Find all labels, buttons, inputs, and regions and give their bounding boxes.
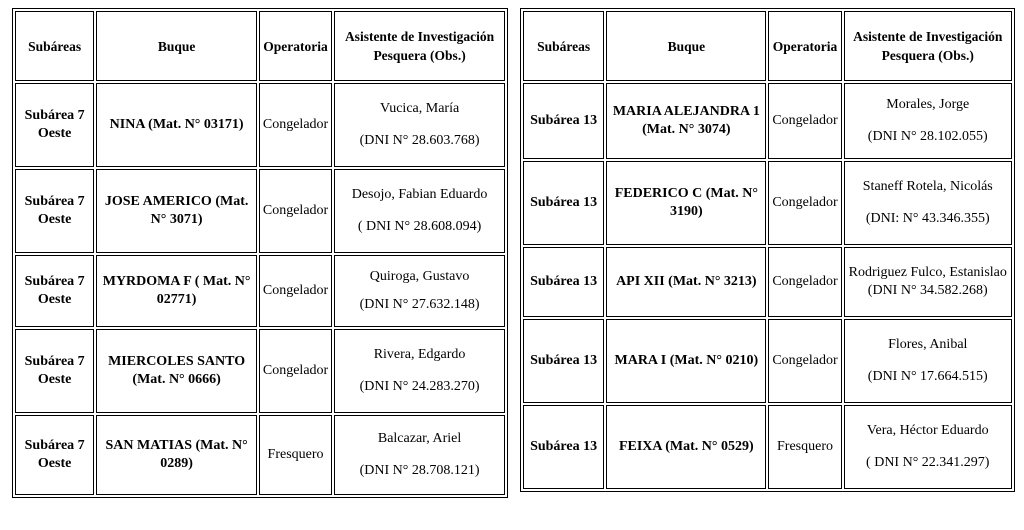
buque-cell: NINA (Mat. N° 03171) xyxy=(96,83,257,167)
table-row xyxy=(523,247,1012,317)
operatoria-cell: Congelador xyxy=(259,329,332,413)
operatoria-cell: Congelador xyxy=(259,255,332,327)
table-row xyxy=(523,161,1012,245)
asistente-name: Staneff Rotela, Nicolás xyxy=(862,179,993,194)
subarea-cell: Subárea 7 Oeste xyxy=(15,169,94,253)
asistente-cell xyxy=(334,415,505,495)
subarea-cell: Subárea 13 xyxy=(523,161,604,245)
buque-cell: API XII (Mat. N° 3213) xyxy=(606,247,766,317)
asistente-cell xyxy=(334,255,505,327)
subarea-cell: Subárea 7 Oeste xyxy=(15,255,94,327)
asistente-name: Desojo, Fabian Eduardo xyxy=(351,187,488,202)
asistente-name: Flores, Anibal xyxy=(888,337,968,352)
table-row xyxy=(15,255,505,327)
header-asistente: Asistente de Investigación Pesquera (Obs.) xyxy=(334,11,505,81)
operatoria-cell: Congelador xyxy=(768,83,841,159)
asistente-cell xyxy=(334,169,505,253)
asistente-name: Morales, Jorge xyxy=(886,97,970,112)
header-subareas: Subáreas xyxy=(15,11,94,81)
table-row xyxy=(523,405,1012,489)
asistente-name: Rodriguez Fulco, Estanislao xyxy=(848,265,1007,280)
subarea-cell: Subárea 13 xyxy=(523,83,604,159)
buque-cell: MIERCOLES SANTO (Mat. N° 0666) xyxy=(96,329,257,413)
buque-cell: FEIXA (Mat. N° 0529) xyxy=(606,405,766,489)
table-row xyxy=(523,83,1012,159)
table-row xyxy=(523,319,1012,403)
operatoria-cell: Congelador xyxy=(259,169,332,253)
table-row xyxy=(15,169,505,253)
asistente-dni: (DNI N° 27.632.148) xyxy=(359,297,480,312)
header-row xyxy=(523,11,1012,81)
asistente-dni: (DNI N° 28.708.121) xyxy=(359,463,480,478)
asistente-cell xyxy=(334,329,505,413)
operatoria-cell: Fresquero xyxy=(768,405,841,489)
buque-cell: MARIA ALEJANDRA 1 (Mat. N° 3074) xyxy=(606,83,766,159)
asistente-name: Balcazar, Ariel xyxy=(377,431,462,446)
asistente-dni: (DNI N° 24.283.270) xyxy=(359,379,480,394)
header-operatoria: Operatoria xyxy=(768,11,841,81)
subarea-cell: Subárea 7 Oeste xyxy=(15,83,94,167)
asistente-cell xyxy=(844,405,1012,489)
asistente-dni: (DNI N° 34.582.268) xyxy=(867,283,988,298)
buque-cell: JOSE AMERICO (Mat. N° 3071) xyxy=(96,169,257,253)
subarea-cell: Subárea 7 Oeste xyxy=(15,415,94,495)
table-row xyxy=(15,415,505,495)
table-row xyxy=(15,83,505,167)
asistente-cell xyxy=(844,319,1012,403)
operatoria-cell: Congelador xyxy=(259,83,332,167)
asistente-cell xyxy=(844,247,1012,317)
asistente-cell xyxy=(844,161,1012,245)
header-row xyxy=(15,11,505,81)
table-row xyxy=(15,329,505,413)
asistente-dni: ( DNI N° 28.608.094) xyxy=(357,219,482,234)
buque-cell: FEDERICO C (Mat. N° 3190) xyxy=(606,161,766,245)
left-assignment-table xyxy=(12,8,508,498)
subarea-cell: Subárea 13 xyxy=(523,247,604,317)
header-subareas: Subáreas xyxy=(523,11,604,81)
operatoria-cell: Congelador xyxy=(768,319,841,403)
asistente-dni: (DNI N° 28.102.055) xyxy=(867,129,988,144)
header-buque: Buque xyxy=(96,11,257,81)
subarea-cell: Subárea 7 Oeste xyxy=(15,329,94,413)
operatoria-cell: Fresquero xyxy=(259,415,332,495)
asistente-name: Quiroga, Gustavo xyxy=(369,269,470,284)
asistente-cell xyxy=(334,83,505,167)
asistente-name: Vera, Héctor Eduardo xyxy=(866,423,989,438)
asistente-name: Rivera, Edgardo xyxy=(373,347,466,362)
buque-cell: MYRDOMA F ( Mat. N° 02771) xyxy=(96,255,257,327)
buque-cell: MARA I (Mat. N° 0210) xyxy=(606,319,766,403)
header-buque: Buque xyxy=(606,11,766,81)
subarea-cell: Subárea 13 xyxy=(523,405,604,489)
header-operatoria: Operatoria xyxy=(259,11,332,81)
asistente-dni: (DNI: N° 43.346.355) xyxy=(865,211,990,226)
asistente-dni: (DNI N° 28.603.768) xyxy=(359,133,480,148)
asistente-name: Vucica, María xyxy=(379,101,460,116)
operatoria-cell: Congelador xyxy=(768,247,841,317)
asistente-cell xyxy=(844,83,1012,159)
right-assignment-table xyxy=(520,8,1015,492)
header-asistente: Asistente de Investigación Pesquera (Obs.) xyxy=(844,11,1012,81)
asistente-dni: (DNI N° 17.664.515) xyxy=(867,369,988,384)
operatoria-cell: Congelador xyxy=(768,161,841,245)
buque-cell: SAN MATIAS (Mat. N° 0289) xyxy=(96,415,257,495)
subarea-cell: Subárea 13 xyxy=(523,319,604,403)
asistente-dni: ( DNI N° 22.341.297) xyxy=(866,455,990,470)
